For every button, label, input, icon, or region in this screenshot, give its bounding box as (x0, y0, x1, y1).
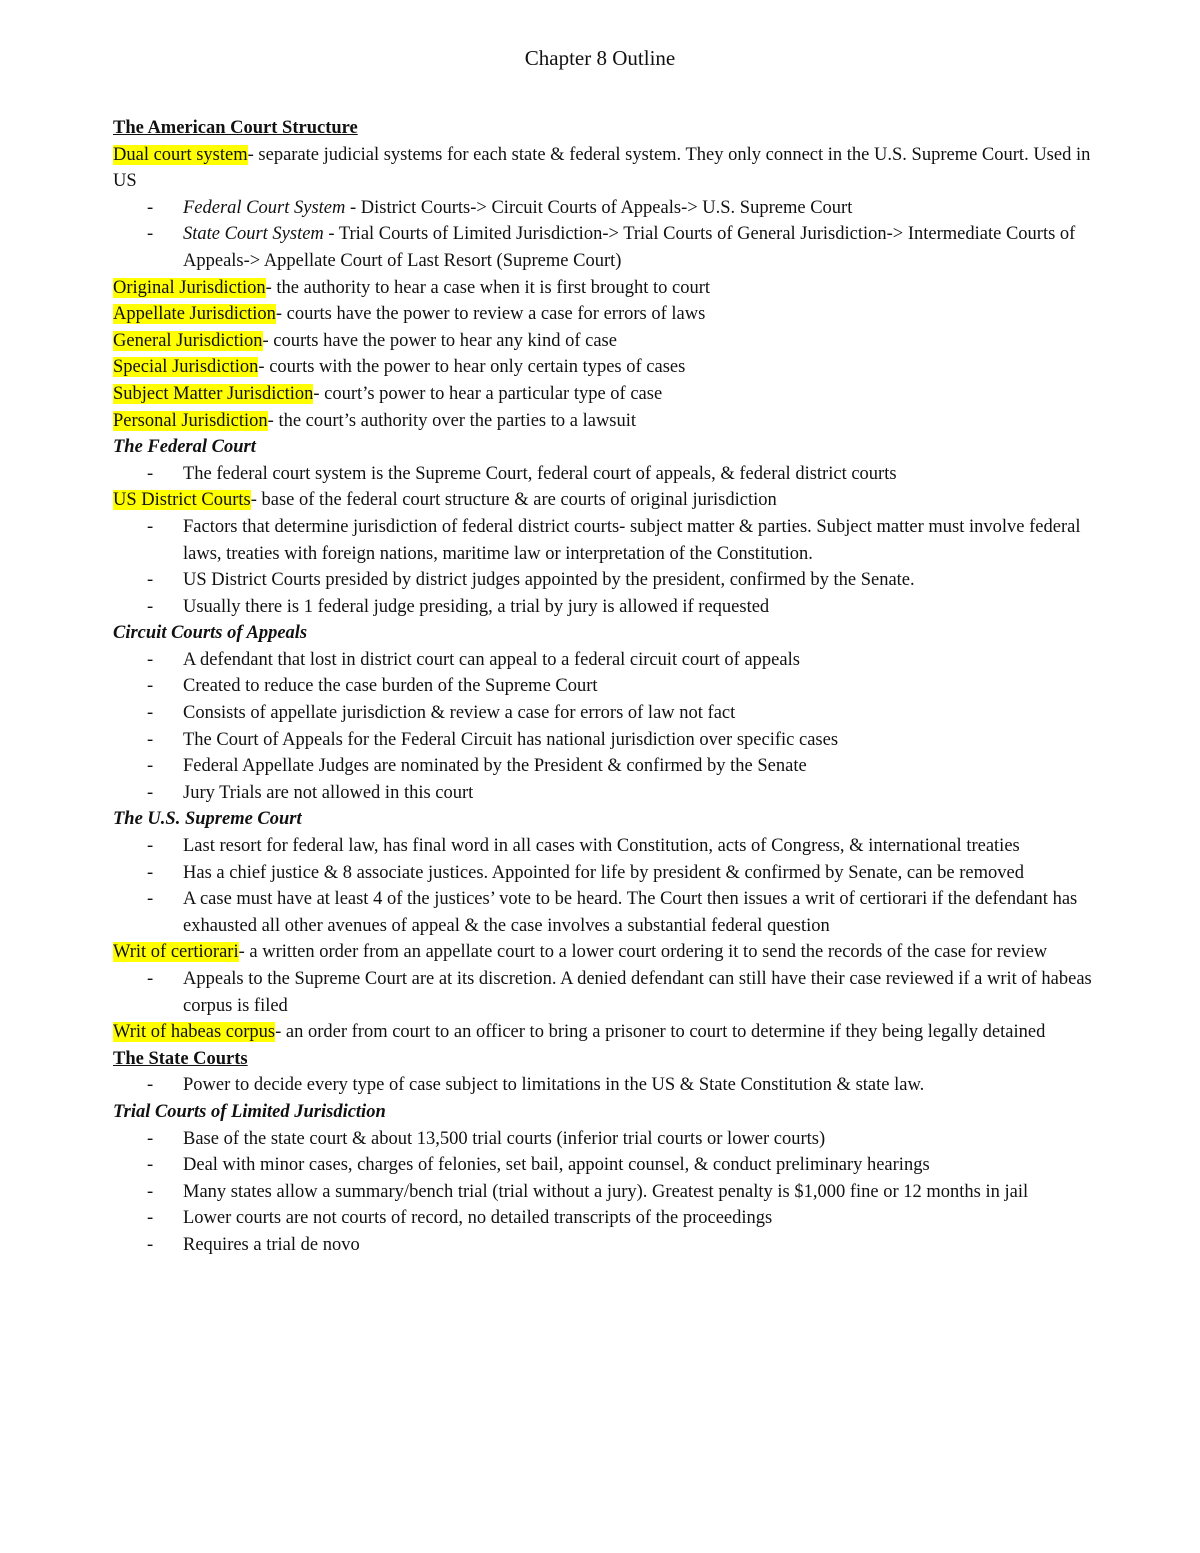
highlighted-term: Subject Matter Jurisdiction (113, 383, 314, 404)
definition-text: - the authority to hear a case when it is first brought to court (265, 277, 710, 298)
list-item: - The federal court system is the Supreme Court, federal court of appeals, & federal district courts (147, 463, 897, 484)
list-item: - US District Courts presided by district judges appointed by the president, confirmed by the Senate. (147, 570, 915, 591)
term-list (113, 275, 1103, 435)
bullet-list (113, 514, 1103, 620)
highlighted-term: General Jurisdiction (113, 330, 263, 351)
list-item: - Deal with minor cases, charges of felonies, set bail, appoint counsel, & conduct preliminary hearings (147, 1155, 930, 1176)
system-name: Federal Court System (183, 197, 346, 218)
list-item: - Created to reduce the case burden of the Supreme Court (147, 676, 598, 697)
term-definition (113, 328, 1103, 355)
bullet-list (113, 647, 1103, 807)
list-item: - A defendant that lost in district court can appeal to a federal circuit court of appeals (147, 649, 800, 670)
list-item-text: Appeals to the Supreme Court are at its discretion. A denied defendant can still have their case reviewed if a writ of habeas corpus is filed (183, 969, 1092, 1016)
list-item-text: Many states allow a summary/bench trial (trial without a jury). Greatest penalty is $1,000 fine or 12 months in jail (183, 1181, 1029, 1202)
definition-text: - courts with the power to hear only certain types of cases (258, 357, 686, 378)
list-item-text: Lower courts are not courts of record, no detailed transcripts of the proceedings (183, 1208, 773, 1229)
term-definition (113, 408, 1103, 435)
term-definition (113, 142, 1103, 195)
term-definition (113, 354, 1103, 381)
bullet-list (113, 833, 1103, 939)
bullet-list (113, 966, 1103, 1019)
list-item: - Consists of appellate jurisdiction & review a case for errors of law not fact (147, 703, 736, 724)
highlighted-term: US District Courts (113, 490, 251, 511)
highlighted-term: Personal Jurisdiction (113, 410, 268, 431)
list-item: - Usually there is 1 federal judge presiding, a trial by jury is allowed if requested (147, 596, 770, 617)
definition-text: - the court’s authority over the parties to a lawsuit (267, 410, 637, 431)
term-definition (113, 487, 1103, 514)
list-item: - Federal Appellate Judges are nominated by the President & confirmed by the Senate (147, 756, 807, 777)
list-item: - Federal Court System - District Courts-> Circuit Courts of Appeals-> U.S. Supreme Court (147, 197, 853, 218)
system-name: State Court System (183, 224, 324, 245)
list-item: - Power to decide every type of case subject to limitations in the US & State Constitution & state law. (147, 1075, 925, 1096)
list-item-text: The Court of Appeals for the Federal Circuit has national jurisdiction over specific cases (183, 729, 839, 750)
list-item: - A case must have at least 4 of the justices’ vote to be heard. The Court then issues a writ of certiorari if the defendant has exhausted all other avenues of appeal & the case involves a substantial federal question (147, 889, 1078, 936)
highlighted-term: Appellate Jurisdiction (113, 304, 276, 325)
page-title: Chapter 8 Outline (524, 46, 676, 70)
list-item-text: Deal with minor cases, charges of felonies, set bail, appoint counsel, & conduct preliminary hearings (183, 1155, 930, 1176)
term-definition (113, 275, 1103, 302)
list-item: - Base of the state court & about 13,500 trial courts (inferior trial courts or lower courts) (147, 1128, 826, 1149)
list-item-text: Consists of appellate jurisdiction & review a case for errors of law not fact (183, 703, 736, 724)
list-item: - Last resort for federal law, has final word in all cases with Constitution, acts of Congress, & international treaties (147, 836, 1020, 857)
highlighted-term: Original Jurisdiction (113, 277, 266, 298)
list-item-text: Factors that determine jurisdiction of federal district courts- subject matter & parties. Subject matter must involve federal laws, treaties with foreign nations, maritime law or interpretation of the Constitution. (183, 516, 1081, 564)
list-item-text: Power to decide every type of case subject to limitations in the US & State Constitution & state law. (183, 1075, 925, 1096)
list-item: - Jury Trials are not allowed in this court (147, 782, 474, 803)
section-heading: Circuit Courts of Appeals (113, 623, 308, 644)
system-path: - Trial Courts of Limited Jurisdiction-> Trial Courts of General Jurisdiction-> Intermediate Courts of Appeals-> Appellate Court of Last Resort (Supreme Court) (183, 224, 1076, 271)
bullet-list (113, 195, 1103, 275)
term-definition (113, 939, 1103, 966)
highlighted-term: Writ of habeas corpus (113, 1022, 276, 1043)
section-heading: The Federal Court (113, 437, 256, 458)
list-item-text: A case must have at least 4 of the justices’ vote to be heard. The Court then issues a writ of certiorari if the defendant has exhausted all other avenues of appeal & the case involves a substantial federal question (183, 889, 1078, 936)
list-item-text: Created to reduce the case burden of the Supreme Court (183, 676, 598, 697)
bullet-list (113, 1126, 1103, 1259)
list-item-text: Federal Appellate Judges are nominated by the President & confirmed by the Senate (183, 756, 807, 777)
highlighted-term: Writ of certiorari (113, 942, 239, 963)
term-definition (113, 301, 1103, 328)
list-item-text: Requires a trial de novo (183, 1234, 360, 1255)
list-item: - Requires a trial de novo (147, 1234, 360, 1255)
section-heading: The U.S. Supreme Court (113, 809, 302, 830)
section-heading: Trial Courts of Limited Jurisdiction (113, 1101, 386, 1122)
definition-text: - court’s power to hear a particular type of case (313, 383, 663, 404)
highlighted-term: Special Jurisdiction (113, 357, 259, 378)
system-path: - District Courts-> Circuit Courts of Appeals-> U.S. Supreme Court (345, 197, 853, 218)
definition-text: - a written order from an appellate court to a lower court ordering it to send the records of the case for review (238, 942, 1048, 963)
list-item-text: Last resort for federal law, has final word in all cases with Constitution, acts of Congress, & international treaties (183, 836, 1020, 857)
list-item-text: Usually there is 1 federal judge presiding, a trial by jury is allowed if requested (183, 596, 770, 617)
definition-text: - an order from court to an officer to bring a prisoner to court to determine if they being legally detained (275, 1022, 1046, 1043)
list-item-text: Has a chief justice & 8 associate justices. Appointed for life by president & confirmed by Senate, can be removed (183, 862, 1024, 883)
bullet-list (113, 461, 1103, 488)
definition-text: - courts have the power to hear any kind of case (262, 330, 617, 351)
list-item: - The Court of Appeals for the Federal Circuit has national jurisdiction over specific cases (147, 729, 839, 750)
list-item: - Factors that determine jurisdiction of federal district courts- subject matter & parties. Subject matter must involve federal laws, treaties with foreign nations, maritime law or interpretation of the Constitution. (147, 516, 1081, 564)
list-item: - Lower courts are not courts of record, no detailed transcripts of the proceedings (147, 1208, 773, 1229)
list-item-text: Jury Trials are not allowed in this court (183, 782, 474, 803)
term-definition (113, 381, 1103, 408)
list-item: - State Court System - Trial Courts of Limited Jurisdiction-> Trial Courts of General Jurisdiction-> Intermediate Courts of Appeals-> Appellate Court of Last Resort (Supreme Court) (147, 224, 1076, 271)
definition-text: - base of the federal court structure & are courts of original jurisdiction (250, 490, 777, 511)
definition-text: - separate judicial systems for each state & federal system. They only connect in the U.S. Supreme Court. Used in US (113, 144, 1091, 192)
section-heading: The American Court Structure (113, 118, 358, 138)
list-item-text: US District Courts presided by district judges appointed by the president, confirmed by the Senate. (183, 570, 915, 591)
list-item: - Has a chief justice & 8 associate justices. Appointed for life by president & confirmed by Senate, can be removed (147, 862, 1024, 883)
list-item-text: Base of the state court & about 13,500 trial courts (inferior trial courts or lower courts) (183, 1128, 826, 1149)
definition-text: - courts have the power to review a case for errors of laws (275, 304, 706, 325)
list-item: - Appeals to the Supreme Court are at its discretion. A denied defendant can still have their case reviewed if a writ of habeas corpus is filed (147, 969, 1092, 1016)
list-item: - Many states allow a summary/bench trial (trial without a jury). Greatest penalty is $1,000 fine or 12 months in jail (147, 1181, 1029, 1202)
list-item-text: A defendant that lost in district court can appeal to a federal circuit court of appeals (183, 649, 800, 670)
term-definition (113, 1019, 1103, 1046)
outline-body (113, 115, 1103, 1259)
list-item-text: The federal court system is the Supreme Court, federal court of appeals, & federal district courts (183, 463, 897, 484)
bullet-list (113, 1072, 1103, 1099)
section-heading: The State Courts (113, 1048, 248, 1069)
highlighted-term: Dual court system (113, 144, 248, 165)
